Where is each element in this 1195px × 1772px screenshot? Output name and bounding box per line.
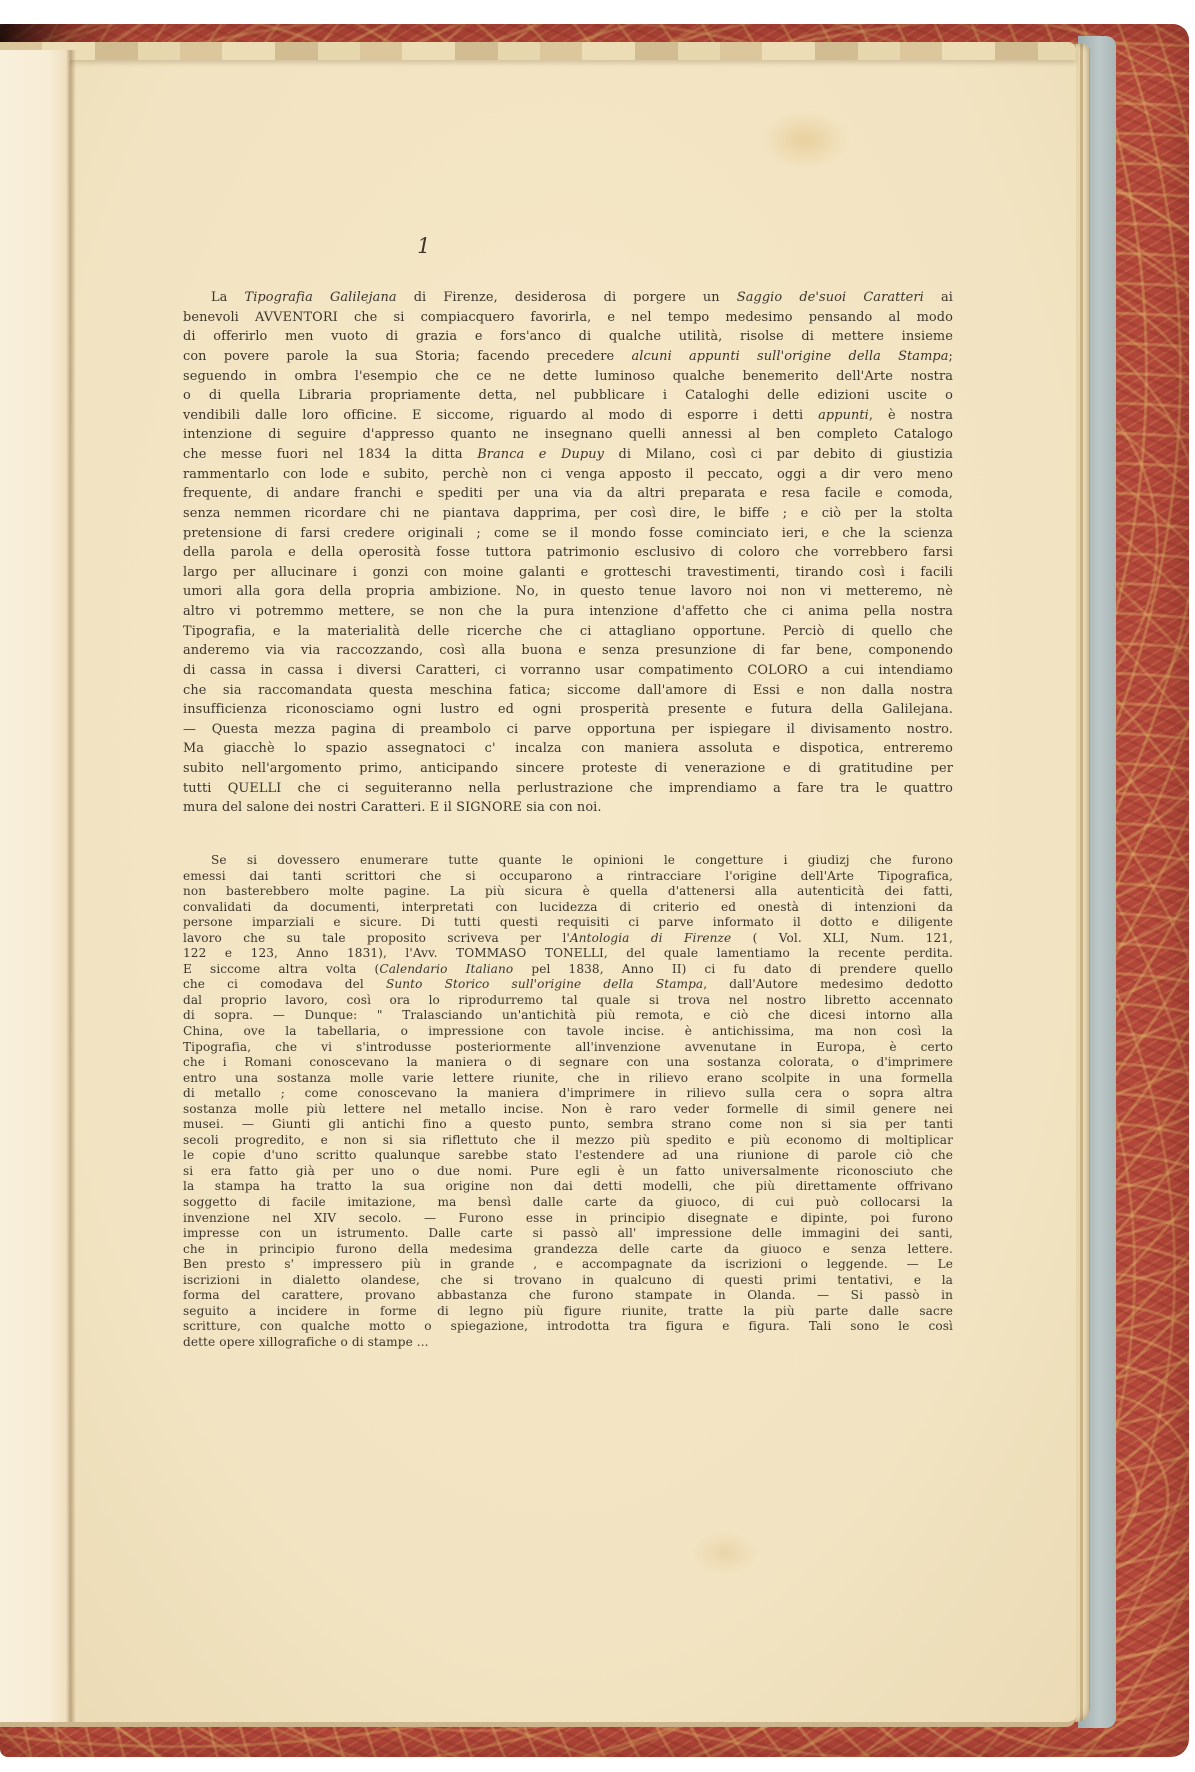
text-line: lavoro che su tale proposito scriveva per l'Antologia di Firenze ( Vol. XLI, Num. 121, xyxy=(183,930,953,945)
text-line: subito nell'argomento primo, anticipando sincere proteste di venerazione e di gratitudine per xyxy=(183,761,953,776)
text-line: o di quella Libraria propriamente detta, nel pubblicare i Cataloghi delle edizioni uscite o xyxy=(183,388,953,404)
text-line: si era fatto già per uno o due nomi. Pure egli è un fatto universalmente riconosciuto che xyxy=(183,1163,953,1178)
text-line: forma del carattere, provano abbastanza che furono stampate in Olanda. — Si passò in xyxy=(183,1288,953,1303)
text-line: entro una sostanza molle varie lettere riunite, che in rilievo erano scolpite in una formella xyxy=(183,1070,953,1085)
text-line: — Questa mezza pagina di preambolo ci parve opportuna per ispiegare il divisamento nostro. xyxy=(183,721,953,737)
text-line: dal proprio lavoro, così ora lo riprodurremo tal quale si trova nel nostro libretto accennato xyxy=(183,992,953,1007)
text-line: invenzione nel XIV secolo. — Furono esse in principio disegnate e dipinte, poi furono xyxy=(183,1210,953,1225)
text-line: di sopra. — Dunque: " Tralasciando un'antichità più remota, e ciò che dicesi intorno alla xyxy=(183,1008,953,1023)
text-line: benevoli AVVENTORI che si compiacquero favorirla, e nel tempo medesimo pensando al modo xyxy=(183,309,953,325)
page-deckle-edge xyxy=(0,42,1076,60)
paper-stain xyxy=(690,1530,760,1576)
text-line: intenzione di seguire d'appresso quanto ne insegnano quelli annessi al ben completo Catalogo xyxy=(183,427,953,443)
text-line: che i Romani conoscevano la maniera o di segnare con una sostanza colorata, o d'imprimere xyxy=(183,1055,953,1070)
text-line: 122 e 123, Anno 1831), l'Avv. TOMMASO TONELLI, del quale lamentiamo la recente perdita. xyxy=(183,946,953,961)
text-line: La Tipografia Galilejana di Firenze, desiderosa di porgere un Saggio de'suoi Caratteri ai xyxy=(211,290,953,305)
text-line: largo per allucinare i gonzi con moine galanti e grotteschi travestimenti, tirando così i facili xyxy=(183,564,953,580)
text-line: emessi dai tanti scrittori che si occuparono a rintracciare l'origine dell'Arte Tipografica, xyxy=(183,868,953,883)
text-line: anderemo via via raccozzando, così alla buona e senza presunzione di far bene, componendo xyxy=(183,643,953,659)
page-gutter xyxy=(66,50,76,1722)
text-line: sostanza molle più lettere nel metallo incise. Non è raro veder formelle di simil genere nei xyxy=(183,1101,953,1116)
text-line: insufficienza riconosciamo ogni lustro ed ogni prosperità presente e futura della Galilejana. xyxy=(183,702,953,718)
text-line: iscrizioni in dialetto olandese, che si trovano in qualcuno di questi primi tentativi, e la xyxy=(183,1272,953,1287)
text-line: Tipografia, che vi s'introdusse posteriormente all'invenzione avvenutane in Europa, è certo xyxy=(183,1039,953,1054)
text-line: umori alla gora della propria ambizione. No, in questo tenue lavoro noi non vi metteremo, nè xyxy=(183,584,953,600)
text-line: vendibili dalle loro officine. E siccome, riguardo al modo di esporre i detti appunti, è nostra xyxy=(183,407,953,423)
text-line: di offerirlo men vuoto di grazia e fors'anco di qualche utilità, risolse di mettere insieme xyxy=(183,329,953,345)
text-line: E siccome altra volta (Calendario Italiano pel 1838, Anno II) ci fu dato di prendere quello xyxy=(183,961,953,976)
facing-page-edge xyxy=(0,50,70,1722)
text-line: di metallo ; come conoscevano la maniera d'imprimere in rilievo sulla cera o sopra altra xyxy=(183,1086,953,1101)
paragraph-history xyxy=(183,853,953,1351)
open-pages xyxy=(0,50,1076,1727)
paper-stain xyxy=(760,110,850,170)
text-line: tutti QUELLI che ci seguiteranno nella perlustrazione che imprendiamo a fare tra le quattro xyxy=(183,780,953,796)
text-line: che ci comodava del Sunto Storico sull'origine della Stampa, dall'Autore medesimo dedotto xyxy=(183,977,953,992)
text-line: mura del salone dei nostri Caratteri. E il SIGNORE sia con noi. xyxy=(183,800,602,816)
paragraph-preamble xyxy=(183,288,953,818)
text-line: musei. — Giunti gli antichi fino a questo punto, sembra strano come non si sia per tanti xyxy=(183,1117,953,1132)
text-line: che in principio furono della medesima grandezza delle carte da giuoco e senza lettere. xyxy=(183,1241,953,1256)
text-line: seguendo in ombra l'esempio che ce ne dette luminoso qualche benemerito dell'Arte nostra xyxy=(183,368,953,384)
text-line: pretensione di farsi credere originali ; come se il mondo fosse cominciato ieri, e che la scienza xyxy=(183,525,953,541)
text-line: China, ove la tabellaria, o impressione con tavole incise. è antichissima, ma non così la xyxy=(183,1024,953,1039)
text-line: seguito a incidere in forme di legno più figure riunite, tratte la più parte dalle sacre xyxy=(183,1303,953,1318)
text-line: senza nemmen ricordare chi ne piantava dapprima, per così dire, le biffe ; e ciò per la stolta xyxy=(183,505,953,521)
text-line: altro vi potremmo mettere, se non che la pura intenzione d'affetto che ci anima pella nostra xyxy=(183,604,953,619)
page-number: 1 xyxy=(417,234,431,258)
text-line: persone imparziali e sicure. Di tutti questi requisiti ci parve informato il dotto e diligente xyxy=(183,915,953,930)
text-line: con povere parole la sua Storia; facendo precedere alcuni appunti sull'origine della Stampa; xyxy=(183,348,953,364)
text-line: che sia raccomandata questa meschina fatica; siccome dall'amore di Essi e non dalla nostra xyxy=(183,682,953,698)
text-line: non basterebbero molte pagine. La più sicura è quella d'attenersi alla autenticità dei fatti, xyxy=(183,884,953,899)
text-line: soggetto di facile imitazione, ma bensì dalle carte da giuoco, di cui può collocarsi la xyxy=(183,1195,953,1210)
text-line: di cassa in cassa i diversi Caratteri, ci vorranno usar compatimento COLORO a cui intendiamo xyxy=(183,662,953,678)
text-line: convalidati da documenti, interpretati con lucidezza di criterio ed onestà di intenzioni da xyxy=(183,899,953,914)
text-line: della parola e della operosità fosse tuttora patrimonio esclusivo di coloro che vorrebbero farsi xyxy=(183,545,953,561)
text-line: Se si dovessero enumerare tutte quante le opinioni le congetture i giudizj che furono xyxy=(211,853,953,867)
text-line: le copie d'uno scritto qualunque sarebbe stato l'estendere ad una riunione di parole ciò che xyxy=(183,1148,953,1163)
text-line: Ma giacchè lo spazio assegnatoci c' incalza con maniera assoluta e dispotica, entreremo xyxy=(183,741,953,757)
text-line: Tipografia, e la materialità delle ricerche che ci attagliano opportune. Perciò di quello che xyxy=(183,623,953,639)
text-line: rammentarlo con lode e subito, perchè non ci venga apposto il peccato, oggi a dir vero meno xyxy=(183,466,953,482)
text-line: la stampa ha tratto la sua origine non dai detti modelli, che più direttamente offrivano xyxy=(183,1179,953,1194)
text-line: frequente, di andare franchi e spediti per una via da altri preparata e resa facile e comoda, xyxy=(183,486,953,502)
text-line: Ben presto s' impressero più in grande , e accompagnate da iscrizioni o leggende. — Le xyxy=(183,1257,953,1272)
text-line: secoli progredito, e non si sia riflettuto che il mezzo più spedito e più economo di moltiplicar xyxy=(183,1132,953,1147)
text-line: che messe fuori nel 1834 la ditta Branca e Dupuy di Milano, così ci par debito di giustizia xyxy=(183,447,953,462)
text-line: dette opere xillografiche o di stampe ... xyxy=(183,1334,429,1349)
text-line: impresse con un istrumento. Dalle carte si passò all' impressione delle immagini dei santi, xyxy=(183,1226,953,1241)
text-line: scritture, con qualche motto o spiegazione, introdotta tra figura e figura. Tali sono le così xyxy=(183,1319,953,1334)
